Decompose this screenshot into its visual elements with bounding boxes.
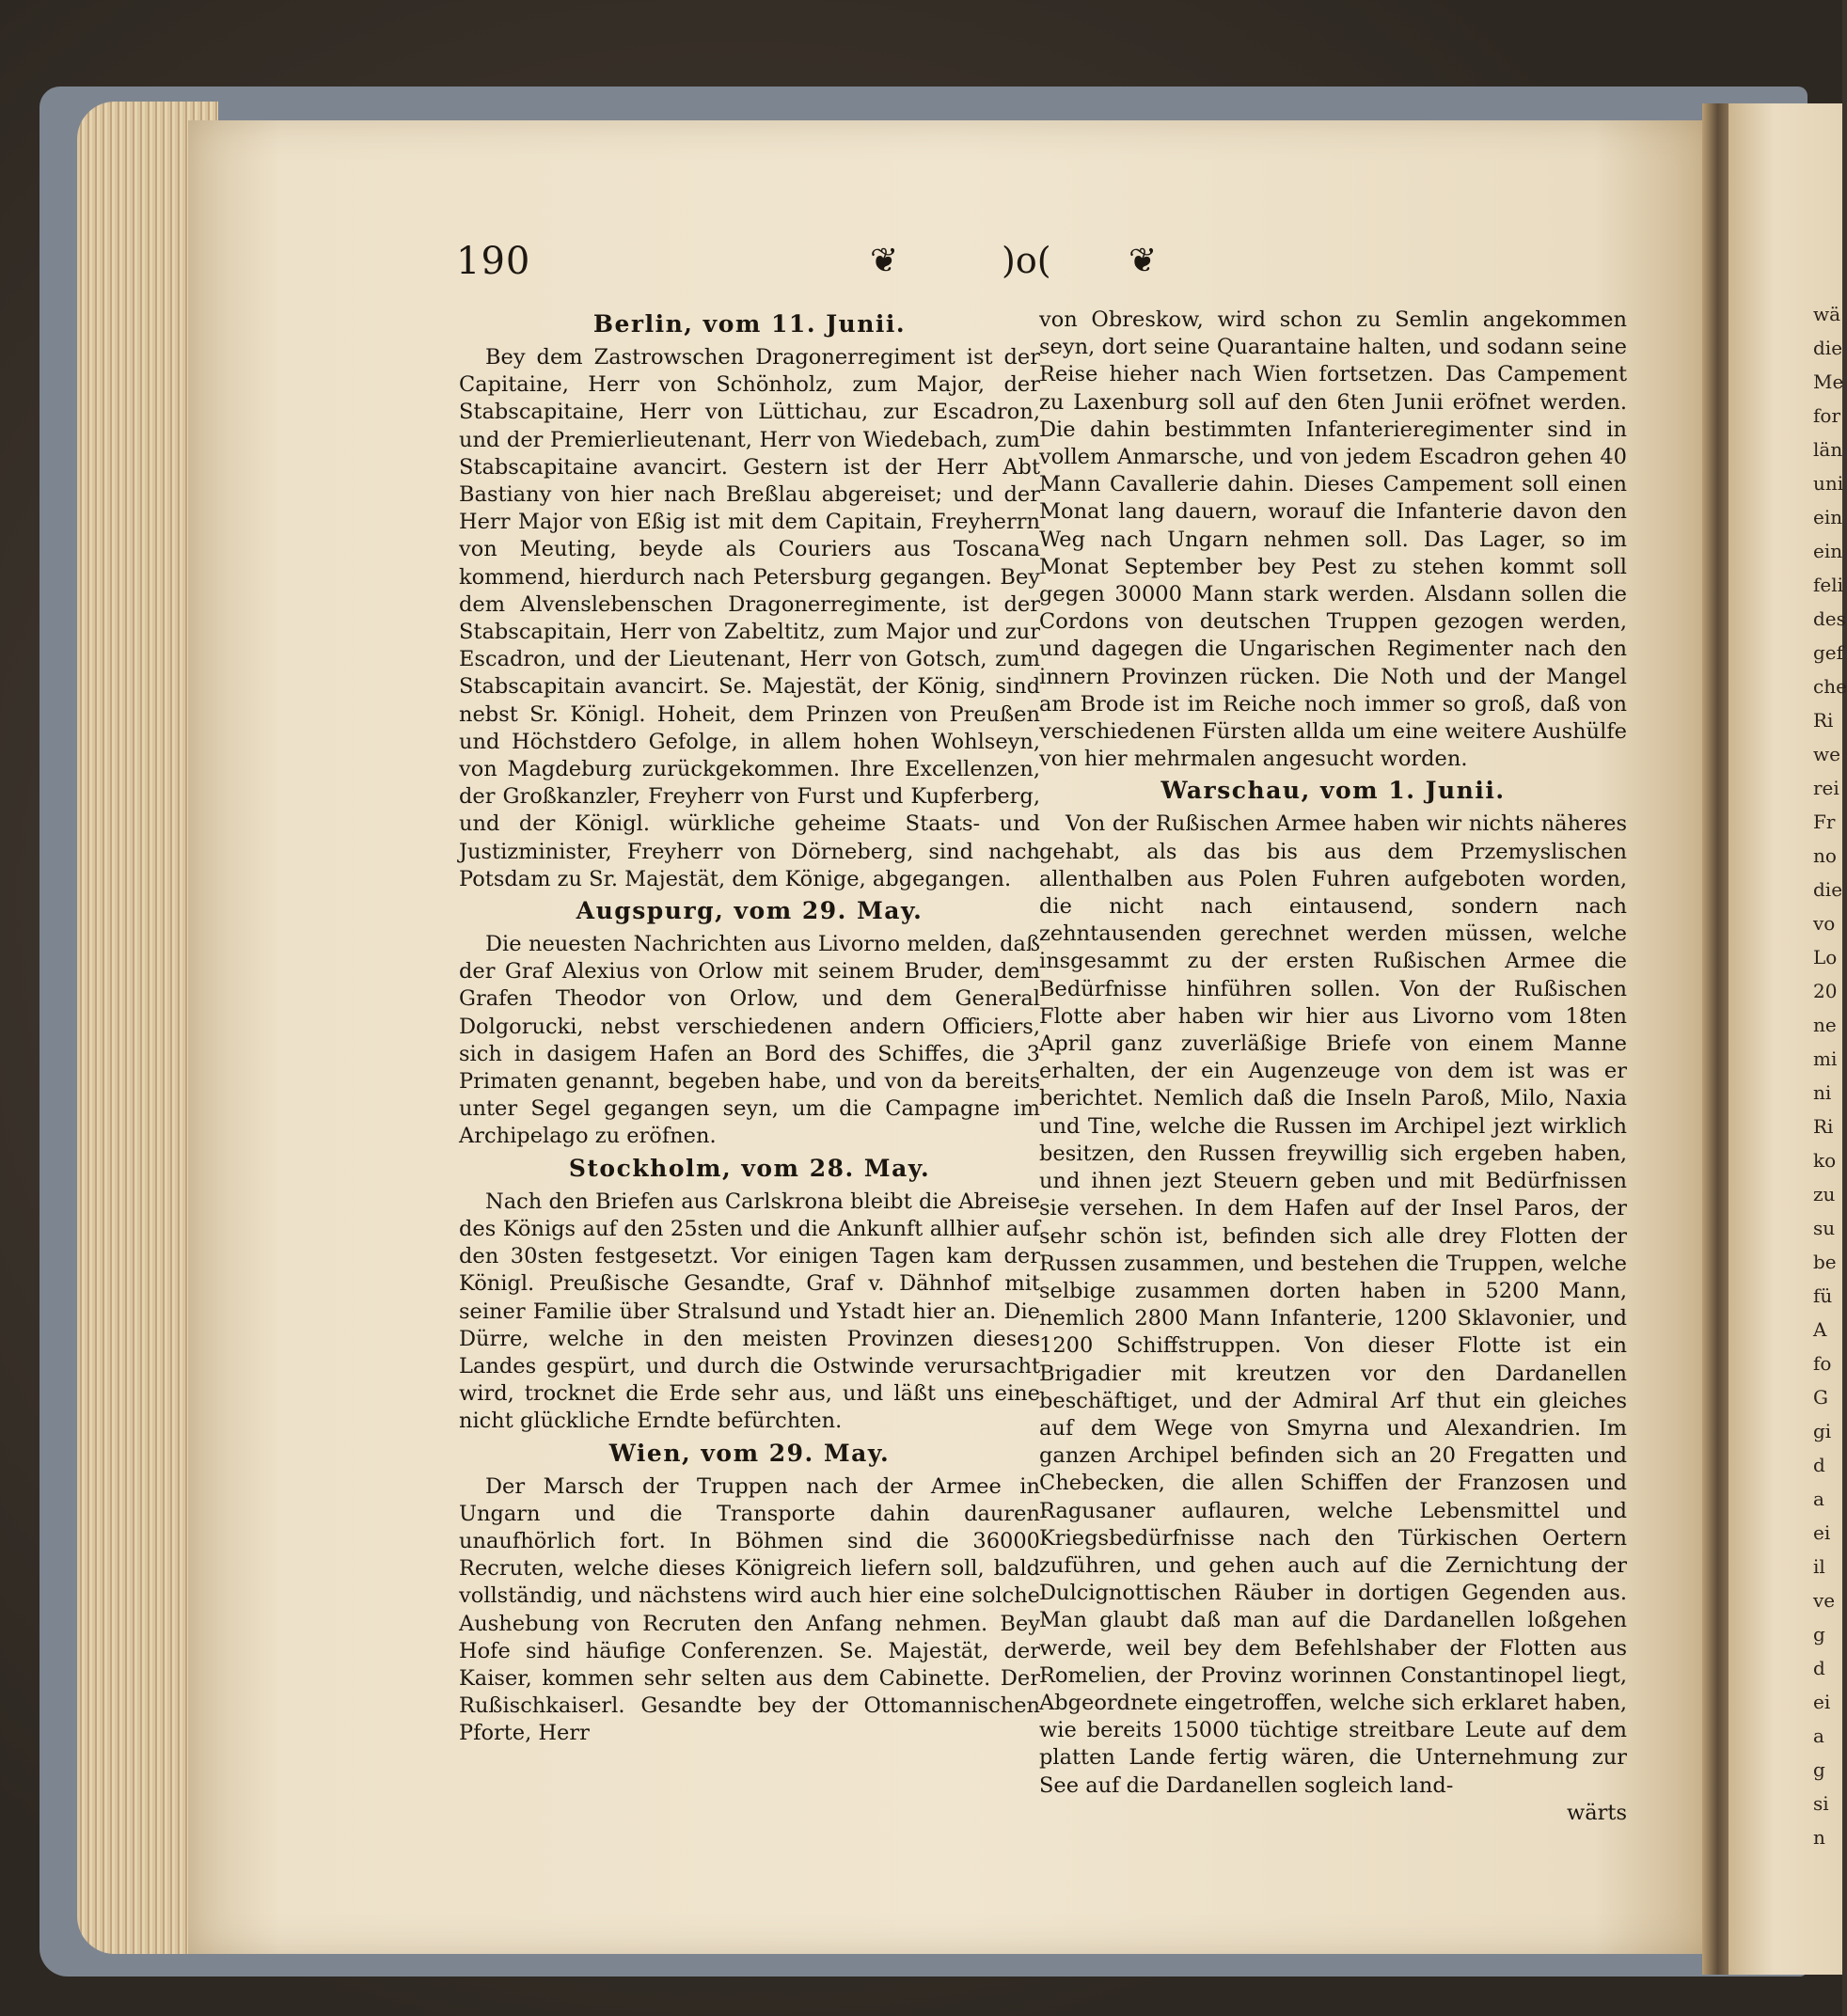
article-augspurg: Die neuesten Nachrichten aus Livorno melden, daß der Graf Alexius von Orlow mit seinem Bruder, dem Grafen Theodor von Orlow, und dem General Dolgorucki, nebst verschiedenen andern Officiers, sich in dasigem Hafen an Bord des Schiffes, die 3 Primaten genannt, begeben habe, und von da bereits unter Segel gegangen seyn, um die Campagne im Archipelago zu eröfnen. [459,932,1040,1149]
next-page-fragment: Me [1813,370,1844,393]
next-page-fragment: d [1813,1657,1825,1679]
next-page-fragment: fü [1813,1284,1833,1307]
next-page-fragment: rei [1813,777,1839,799]
next-page-fragment: 20 [1813,980,1838,1002]
next-page-fragment: ne [1813,1014,1837,1036]
next-page-fragment: n [1813,1826,1825,1849]
article-stockholm: Nach den Briefen aus Carlskrona bleibt die Abreise des Königs auf den 25sten und die Ankunft allhier auf den 30sten festgesetzt. Vor einigen Tagen kam der Königl. Preußische Gesandte, Graf v. Dähnhof mit seiner Familie über Stralsund und Ystadt hier an. Die Dürre, welche in den meisten Provinzen dieses Landes gespürt, und durch die Ostwinde verursacht wird, trocknet die Erde sehr aus, und läßt uns eine nicht glückliche Erndte befürchten. [459,1189,1040,1434]
next-page-fragment: ko [1813,1149,1837,1172]
page-number: 190 [456,240,531,283]
dateline-warschau: Warschau, vom 1. Junii. [1160,777,1506,805]
next-page-fragment: G [1813,1386,1828,1409]
next-page-fragment: mi [1813,1047,1838,1070]
next-page-fragment: su [1813,1217,1836,1239]
article-berlin: Bey dem Zastrowschen Dragonerregiment ist der Capitaine, Herr von Schönholz, zum Major, der Stabscapitaine, Herr von Lüttichau, zur Escadron, und der Premierlieutenant, Herr von Wiedebach, zum Stabscapitaine avancirt. Gestern ist der Herr Abt Bastiany von hier nach Breßlau abgereiset; und der Herr Major von Eßig ist mit dem Capitain, Freyherrn von Meuting, beyde als Couriers aus Toscana kommend, hierdurch nach Petersburg gegangen. Bey dem Alvenslebenschen Dragonerregimente, ist der Stabscapitain, Herr von Zabeltitz, zum Major und zur Escadron, und der Lieutenant, Herr von Gotsch, zum Stabscapitain avancirt. Se. Majestät, der König, sind nebst Sr. Königl. Hoheit, dem Prinzen von Preußen und Höchstdero Gefolge, in allem hohen Wohlseyn, von Magdeburg zurückgekommen. Ihre Excellenzen, der Großkanzler, Freyherr von Furst und Kupferberg, und der Königl. würkliche geheime Staats- und Justizminister, Freyherr von Dörneberg, sind nach Potsdam zu Sr. Majestät, dem Könige, abgegangen. [459,345,1040,891]
article-wien: Der Marsch der Truppen nach der Armee in Ungarn und die Transporte dahin dauren unaufhörlich fort. In Böhmen sind die 36000 Recruten, welche dieses Königreich liefern soll, bald vollständig, und nächstens wird auch hier eine solche Aushebung von Recruten den Anfang nehmen. Bey Hofe sind häufige Conferenzen. Se. Majestät, der Kaiser, kommen sehr selten aus dem Cabinette. Der Rußischkaiserl. Gesandte bey der Ottomannischen Pforte, Herr [459,1473,1040,1746]
next-page-fragment: we [1813,743,1840,765]
catchword: wärts [1566,1800,1627,1825]
next-page-fragment: gi [1813,1420,1832,1442]
next-page-fragment: vo [1813,912,1836,935]
dateline-stockholm: Stockholm, vom 28. May. [568,1154,931,1182]
next-page-fragment: zu [1813,1183,1836,1205]
next-page-fragment: ei [1813,1691,1831,1713]
dateline-augspurg: Augspurg, vom 29. May. [576,897,924,925]
article-wien-continued: von Obreskow, wird schon zu Semlin angekommen seyn, dort seine Quarantaine halten, und sodann seine Reise hieher nach Wien fortsetzen. Das Campement zu Laxenburg soll auf den 6ten Junii eröfnet werden. Die dahin bestimmten Infanterieregimenter sind in vollem Anmarsche, und von jedem Escadron gehen 40 Mann Cavallerie dahin. Dieses Campement soll einen Monat lang dauern, worauf die Infanterie davon den Weg nach Ungarn nehmen soll. Das Lager, so im Monat September bey Pest zu stehen kommt soll gegen 30000 Mann stark werden. Alsdann sollen die Cordons von deutschen Truppen gezogen werden, und dagegen die Ungarischen Regimenter nach den innern Provinzen rücken. Die Noth und der Mangel am Brode ist im Reiche noch immer so groß, daß von verschiedenen Fürsten allda um eine weitere Aushülfe von hier mehrmalen angesucht worden. [1039,307,1627,772]
next-page-fragment: ein [1813,506,1843,528]
header-mark: )o( [1002,240,1051,281]
right-page-fragment [1729,103,1847,1975]
next-page-fragment: be [1813,1251,1837,1273]
next-page-fragment: il [1813,1555,1825,1578]
next-page-fragment: che [1813,675,1847,698]
ornament-left-icon: ❦ [870,242,899,280]
next-page-fragment: ein [1813,540,1843,562]
next-page-fragment: a [1813,1725,1824,1747]
page-header [456,240,1190,296]
next-page-fragment: Ri [1813,1115,1834,1138]
dateline-berlin: Berlin, vom 11. Junii. [592,310,907,338]
next-page-fragment: die [1813,337,1843,359]
next-page-fragment: for [1813,404,1841,427]
column-left [459,307,1040,1748]
next-page-fragment: die [1813,878,1843,901]
next-page-fragment: gef [1813,641,1844,664]
ornament-right-icon: ❦ [1129,242,1158,280]
book-gutter [1702,103,1730,1975]
next-page-fragment: ni [1813,1081,1832,1104]
next-page-fragment: ei [1813,1521,1831,1544]
next-page-fragment: ve [1813,1589,1836,1612]
next-page-fragment: fo [1813,1352,1832,1375]
next-page-fragment: g [1813,1758,1825,1781]
next-page-fragment: no [1813,844,1837,867]
next-page-fragment: uni [1813,472,1844,495]
dateline-wien: Wien, vom 29. May. [608,1439,891,1467]
article-warschau: Von der Rußischen Armee haben wir nichts näheres gehabt, als das bis aus dem Przemyslischen allenthalben aus Polen Fuhren aufgeboten worden, die nicht nach eintausend, sondern nach zehntausenden gerechnet werden müssen, welche insgesammt zu der ersten Rußischen Armee die Bedürfnisse hinführen sollen. Von der Rußischen Flotte aber haben wir hier aus Livorno vom 18ten April ganz zuverläßige Briefe von einem Manne erhalten, der ein Augenzeuge von dem ist was er berichtet. Nemlich daß die Inseln Paroß, Milo, Naxia und Tine, welche die Russen im Archipel jezt wirklich besitzen, den Russen freywillig sich ergeben haben, und ihnen jezt Steuern geben und mit Bedürfnissen sie versehen. In dem Hafen auf der Insel Paros, der sehr schön ist, befinden sich alle drey Flotten der Russen zusammen, und bestehen die Truppen, welche selbige zusammen dorten haben in 5200 Mann, nemlich 2800 Mann Infanterie, 1200 Sklavonier, und 1200 Schiffstruppen. Von dieser Flotte ist ein Brigadier mit kreutzen vor den Dardanellen beschäftiget, und der Admiral Arf thut ein gleiches auf dem Wege von Smyrna und Alexandrien. Im ganzen Archipel befinden sich an 20 Fregatten und Chebecken, die allen Schiffen der Franzosen und Ragusaner auflauren, welche Lebensmittel und Kriegsbedürfnisse nach den Türkischen Oertern zuführen, und gehen auch auf die Zernichtung der Dulcignottischen Räuber in dortigen Gegenden aus. Man glaubt daß man auf die Dardanellen loßgehen werde, weil bey dem Befehlshaber der Flotten aus Romelien, der Provinz worinnen Constantinopel liegt, Abgeordnete eingetroffen, welche sich erklaret haben, wie bereits 15000 tüchtige streitbare Leute auf dem platten Lande fertig wären, die Unternehmung zur See auf die Dardanellen sogleich land- [1039,811,1627,1798]
next-page-fragment: wä [1813,303,1841,325]
next-page-fragment: Ri [1813,709,1834,732]
next-page-fragment: si [1813,1792,1829,1815]
next-page-fragment: feli [1813,574,1844,596]
next-page-fragment: d [1813,1454,1825,1476]
next-page-fragment: län [1813,438,1843,461]
next-page-fragment: Fr [1813,811,1836,833]
next-page-fragment: des [1813,607,1846,630]
column-right [1039,307,1627,1827]
next-page-fragment: Lo [1813,946,1838,969]
next-page-fragment: a [1813,1488,1824,1510]
next-page-fragment: A [1813,1318,1827,1341]
next-page-fragment: g [1813,1623,1825,1646]
